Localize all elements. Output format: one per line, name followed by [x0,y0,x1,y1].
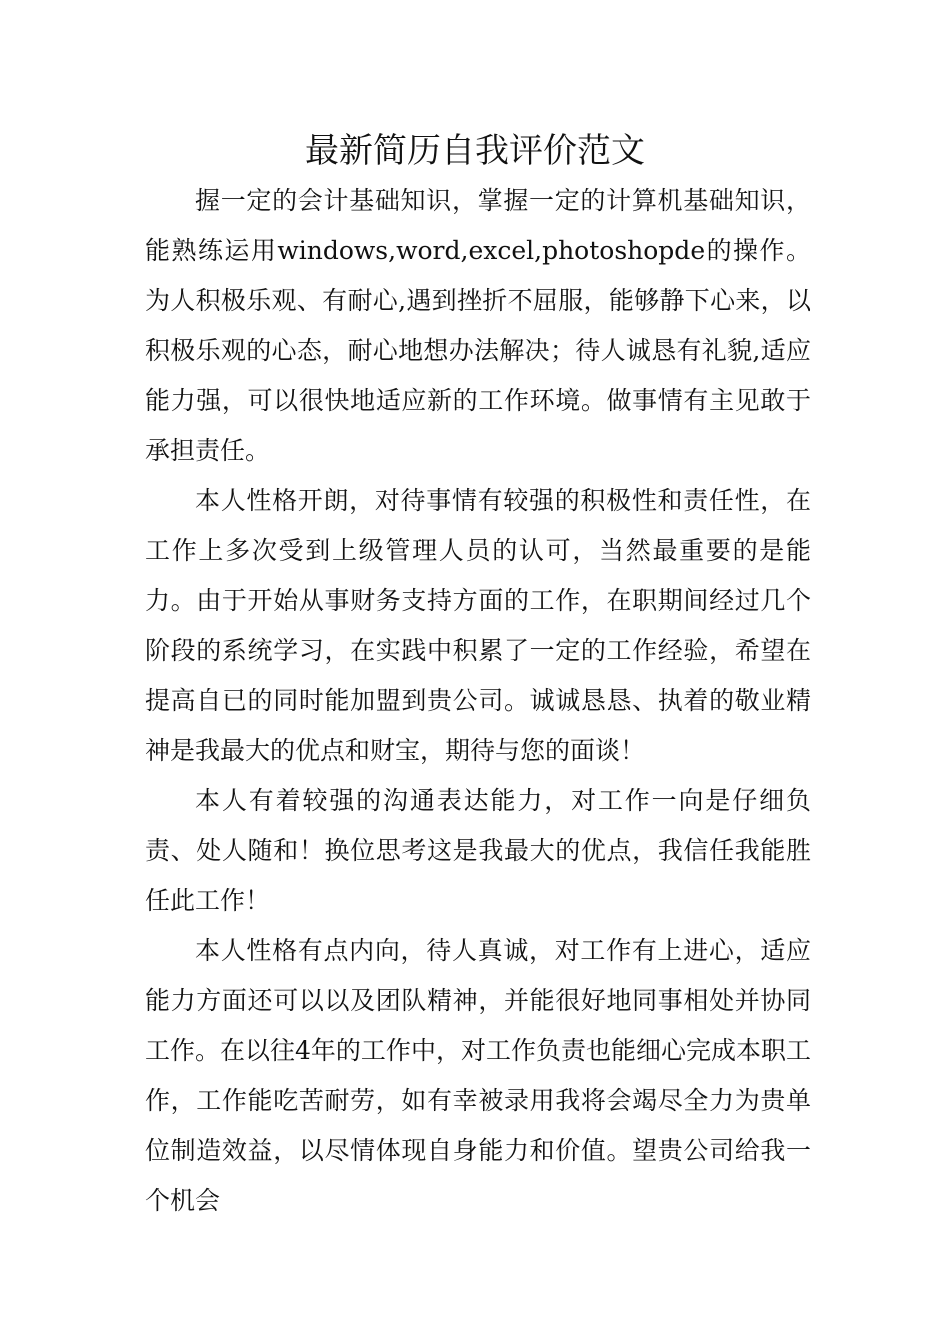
paragraph-4: 本人性格有点内向，待人真诚，对工作有上进心，适应能力方面还可以以及团队精神，并能很好地同事相处并协同工作。在以往4年的工作中，对工作负责也能细心完成本职工作，工作能吃苦耐劳，如有幸被录用我将会竭尽全力为贵单位制造效益，以尽情体现自身能力和价值。望贵公司给我一个机会 [145,936,811,1215]
document-title: 最新简历自我评价范文 [305,131,645,171]
paragraph-2: 本人性格开朗，对待事情有较强的积极性和责任性，在工作上多次受到上级管理人员的认可，当然最重要的是能力。由于开始从事财务支持方面的工作，在职期间经过几个阶段的系统学习，在实践中积累了一定的工作经验，希望在提高自已的同时能加盟到贵公司。诚诚恳恳、执着的敬业精神是我最大的优点和财宝，期待与您的面谈！ [145,486,811,765]
paragraph-3: 本人有着较强的沟通表达能力，对工作一向是仔细负责、处人随和！换位思考这是我最大的优点，我信任我能胜任此工作！ [145,786,811,915]
document-body [145,176,811,1226]
paragraph-1: 握一定的会计基础知识，掌握一定的计算机基础知识，能熟练运用windows,word,excel,photoshopde的操作。为人积极乐观、有耐心,遇到挫折不屈服，能够静下心来，以积极乐观的心态，耐心地想办法解决；待人诚恳有礼貌,适应能力强，可以很快地适应新的工作环境。做事情有主见敢于承担责任。 [145,186,811,465]
